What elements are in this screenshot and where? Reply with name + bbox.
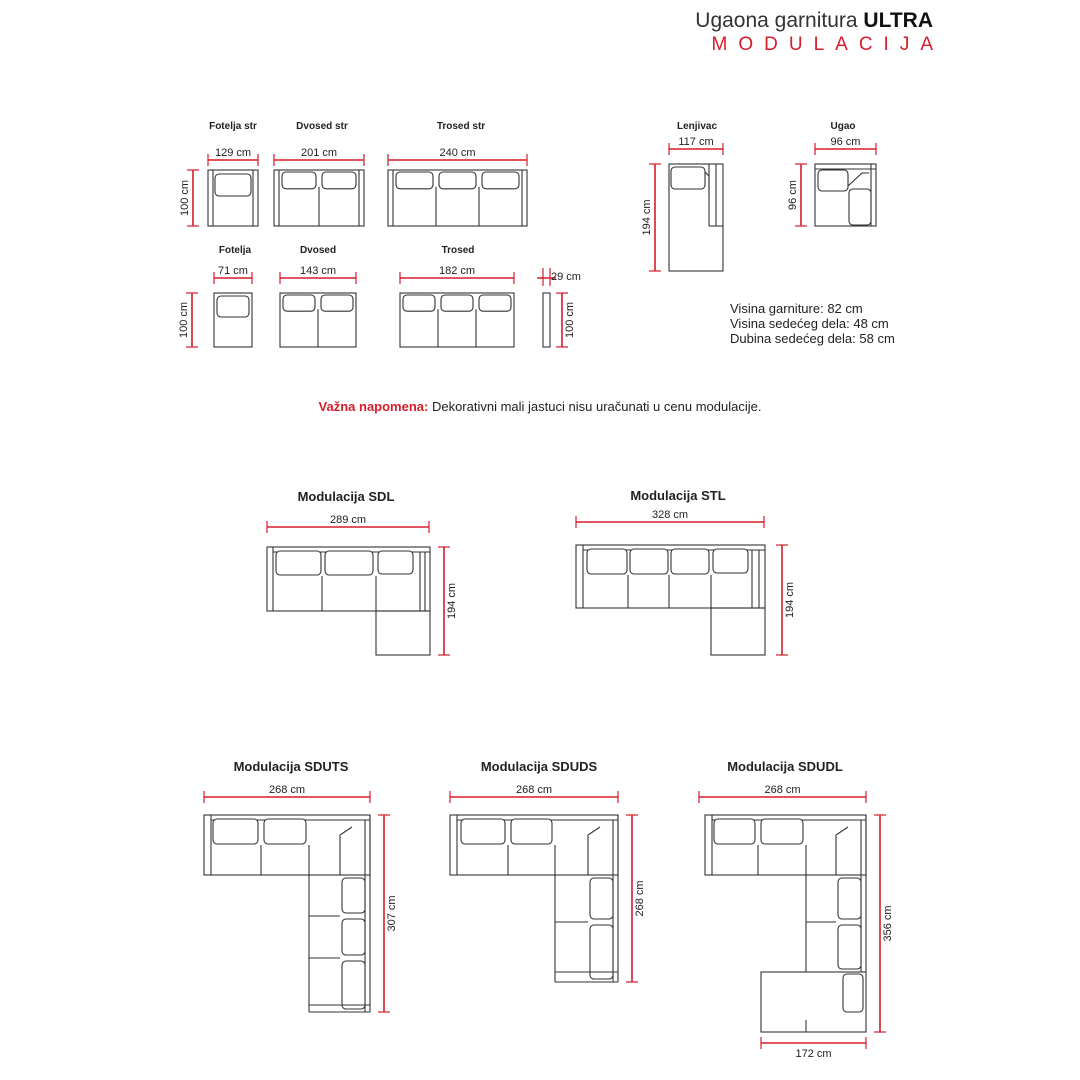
sdudl-top-cushion [714, 819, 755, 844]
sduds-leg-cushion [590, 878, 613, 919]
module-fotelja-cushion [217, 296, 249, 317]
modulation-label-sduts: Modulacija SDUTS [233, 759, 349, 774]
title-brand: ULTRA [863, 9, 933, 32]
dim-sdudl-width-label: 268 cm [764, 784, 801, 796]
modulation-label-sdl: Modulacija SDL [297, 489, 395, 504]
page-subtitle: MODULACIJA [711, 34, 944, 55]
sdudl-corner-fold [836, 827, 848, 875]
dim-fotelja-width-label: 71 cm [218, 265, 248, 277]
dim-sduts-width-label: 268 cm [268, 784, 306, 796]
important-note [0, 399, 1080, 414]
spec-height: Visina garniture: 82 cm [730, 301, 863, 316]
dim-dvosed-width-label: 143 cm [299, 265, 337, 277]
module-label-fotelja-str: Fotelja str [209, 121, 257, 132]
dim-lenjivac-depth-label: 194 cm [641, 199, 653, 236]
sdudl-top-cushion [761, 819, 803, 844]
dim-fotelja-depth-label: 100 cm [178, 301, 190, 339]
dim-fotelja-str-width-label: 129 cm [214, 147, 252, 159]
sdl-chaise-frame [376, 611, 430, 655]
dim-trosed-str-width-label: 240 cm [439, 147, 476, 159]
stl-cushion-2 [630, 549, 668, 574]
sduts-corner-fold [340, 827, 352, 875]
module-dvosed-back-cushion [283, 295, 315, 311]
sdudl-chaise-cushion [843, 974, 863, 1012]
dim-stl-depth-label: 194 cm [784, 581, 796, 619]
dim-fotelja-str-depth-label: 100 cm [179, 179, 191, 217]
dim-trosed-width-label: 182 cm [438, 265, 476, 277]
module-trosed-str-back-cushion [396, 172, 433, 189]
module-dvosed-back-cushion [321, 295, 353, 311]
module-label-lenjivac: Lenjivac [676, 121, 718, 132]
module-label-dvosed-str: Dvosed str [296, 121, 348, 132]
modulation-label-sduds: Modulacija SDUDS [480, 759, 598, 774]
dim-sduds-width-label: 268 cm [515, 784, 553, 796]
sduds-top-cushion [511, 819, 552, 844]
module-trosed-back-cushion [441, 295, 473, 311]
module-ugao-corner-line [848, 173, 869, 186]
dim-stl-width-label: 328 cm [651, 509, 689, 521]
module-trosed-str-back-cushion [482, 172, 519, 189]
sduts-top-cushion [213, 819, 258, 844]
sdl-cushion-2 [325, 551, 373, 575]
note-text: Dekorativni mali jastuci nisu uračunati u cenu modulacije. [428, 399, 762, 414]
specs-list [730, 301, 895, 346]
dim-sdudl-bottom-width-label: 172 cm [795, 1048, 832, 1060]
module-ugao-cushion-side [849, 189, 871, 225]
stl-cushion-1 [587, 549, 627, 574]
sdl-cushion-1 [276, 551, 321, 575]
module-label-fotelja: Fotelja [218, 245, 252, 256]
note-label: Važna napomena: [318, 399, 429, 414]
sduts-top-cushion [264, 819, 306, 844]
title-light: Ugaona garnitura [695, 9, 864, 32]
module-label-ugao: Ugao [830, 121, 856, 132]
sduts-leg-cushion [342, 919, 365, 955]
module-lenjivac-cushion-fold [705, 172, 709, 194]
module-trosed-back-cushion [403, 295, 435, 311]
module-trosed-str-back-cushion [439, 172, 476, 189]
module-label-dvosed: Dvosed [299, 245, 337, 256]
sdudl-leg-cushion [838, 925, 861, 969]
sduds-leg-cushion [590, 925, 613, 979]
dim-sdl-width-label: 289 cm [329, 514, 367, 526]
module-label-trosed: Trosed [441, 245, 475, 256]
modulation-label-sdudl: Modulacija SDUDL [727, 759, 843, 774]
spec-seat-height: Visina sedećeg dela: 48 cm [730, 316, 889, 331]
module-arm-frame [543, 293, 550, 347]
sduds-corner-fold [588, 827, 600, 875]
dim-sdl-depth-label: 194 cm [446, 582, 458, 620]
dim-sduds-depth-label: 268 cm [634, 880, 646, 917]
sdl-cushion-3 [378, 551, 413, 574]
sdudl-leg-cushion [838, 878, 861, 919]
stl-chaise-frame [711, 608, 765, 655]
stl-cushion-4 [713, 549, 748, 573]
sduts-leg-cushion [342, 961, 365, 1009]
sduts-leg-cushion [342, 878, 365, 913]
dim-ugao-depth-label: 96 cm [787, 180, 799, 210]
module-dvosed-str-back-cushion [282, 172, 316, 189]
dim-sdudl-depth-label: 356 cm [882, 905, 894, 942]
stl-cushion-3 [671, 549, 709, 574]
dim-sduts-depth-label: 307 cm [386, 895, 398, 932]
module-dvosed-str-back-cushion [322, 172, 356, 189]
spec-seat-depth: Dubina sedećeg dela: 58 cm [730, 331, 895, 346]
module-lenjivac-cushion [671, 167, 705, 189]
modulation-label-stl: Modulacija STL [630, 488, 726, 503]
dim-arm-width-label: 29 cm [551, 271, 581, 283]
module-label-trosed-str: Trosed str [436, 121, 486, 132]
dim-arm-depth-label: 100 cm [564, 301, 576, 339]
dim-dvosed-str-width-label: 201 cm [300, 147, 338, 159]
module-ugao-cushion-back [818, 170, 848, 191]
dim-ugao-width-label: 96 cm [830, 136, 861, 148]
module-fotelja-str-cushion [215, 174, 251, 196]
module-trosed-back-cushion [479, 295, 511, 311]
dim-lenjivac-width-label: 117 cm [678, 136, 714, 148]
sduds-top-cushion [461, 819, 505, 844]
